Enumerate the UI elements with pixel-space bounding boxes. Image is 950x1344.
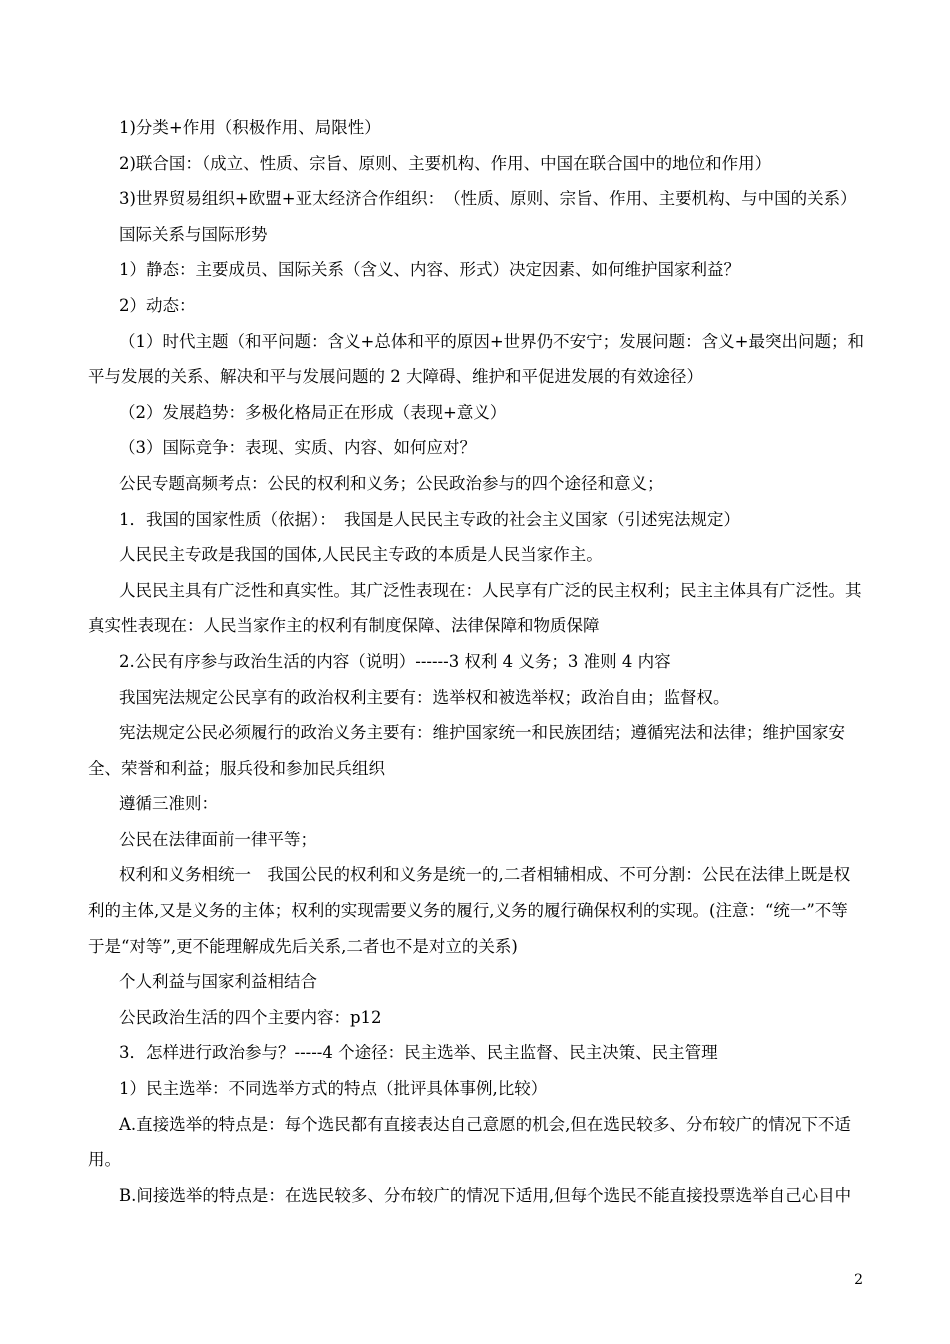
paragraph: 宪法规定公民必须履行的政治义务主要有：维护国家统一和民族团结；遵循宪法和法律；维护国家安全、荣誉和利益；服兵役和参加民兵组织 (88, 723, 845, 778)
paragraph: 我国宪法规定公民享有的政治权利主要有：选举权和被选举权；政治自由；监督权。 (119, 687, 730, 707)
paragraph: 1）民主选举：不同选举方式的特点（批评具体事例,比较） (119, 1079, 548, 1099)
paragraph: 公民专题高频考点：公民的权利和义务；公民政治参与的四个途径和意义； (119, 473, 664, 493)
paragraph: A.直接选举的特点是：每个选民都有直接表达自己意愿的机会,但在选民较多、分布较广的情况下不适用。 (88, 1114, 851, 1170)
paragraph: B.间接选举的特点是：在选民较多、分布较广的情况下适用,但每个选民不能直接投票选举自己心目中 (119, 1185, 852, 1205)
paragraph: 公民在法律面前一律平等； (119, 829, 317, 849)
paragraph: 3)世界贸易组织+欧盟+亚太经济合作组织： （性质、原则、宗旨、作用、主要机构、与中国的关系） (119, 189, 857, 209)
paragraph: 国际关系与国际形势 (119, 224, 268, 244)
paragraph: 公民政治生活的四个主要内容：p12 (119, 1007, 382, 1027)
paragraph: 人民民主具有广泛性和真实性。其广泛性表现在：人民享有广泛的民主权利；民主主体具有广泛性。其真实性表现在：人民当家作主的权利有制度保障、法律保障和物质保障 (88, 580, 862, 636)
page-number: 2 (854, 1272, 863, 1288)
paragraph: 遵循三准则： (119, 794, 218, 814)
paragraph: 个人利益与国家利益相结合 (119, 972, 317, 992)
paragraph: 1）静态：主要成员、国际关系（含义、内容、形式）决定因素、如何维护国家利益？ (119, 260, 740, 280)
paragraph: （2）发展趋势：多极化格局正在形成（表现+意义） (119, 402, 507, 422)
paragraph: 3．怎样进行政治参与？-----4 个途径：民主选举、民主监督、民主决策、民主管理 (119, 1043, 718, 1063)
paragraph: 2.公民有序参与政治生活的内容（说明）------3 权利 4 义务；3 准则 4 内容 (119, 651, 671, 671)
paragraph: 1．我国的国家性质（依据）： 我国是人民民主专政的社会主义国家（引述宪法规定） (119, 509, 740, 529)
paragraph: 2)联合国：（成立、性质、宗旨、原则、主要机构、作用、中国在联合国中的地位和作用） (119, 153, 772, 173)
paragraph: 1)分类+作用（积极作用、局限性） (119, 118, 381, 137)
document-body (88, 110, 864, 1213)
paragraph: 2）动态： (119, 295, 196, 315)
paragraph: （3）国际竞争：表现、实质、内容、如何应对？ (119, 438, 476, 458)
paragraph: （1）时代主题（和平问题：含义+总体和平的原因+世界仍不安宁；发展问题：含义+最突出问题；和平与发展的关系、解决和平与发展问题的 2 大障碍、维护和平促进发展的有效途径） (88, 331, 864, 387)
paragraph: 权利和义务相统一 我国公民的权利和义务是统一的,二者相辅相成、不可分割：公民在法律上既是权利的主体,又是义务的主体；权利的实现需要义务的履行,义务的履行确保权利的实现。(注意：“统一”不等于是“对等”,更不能理解成先后关系,二者也不是对立的关系) (88, 865, 851, 956)
paragraph: 人民民主专政是我国的国体,人民民主专政的本质是人民当家作主。 (119, 545, 603, 565)
